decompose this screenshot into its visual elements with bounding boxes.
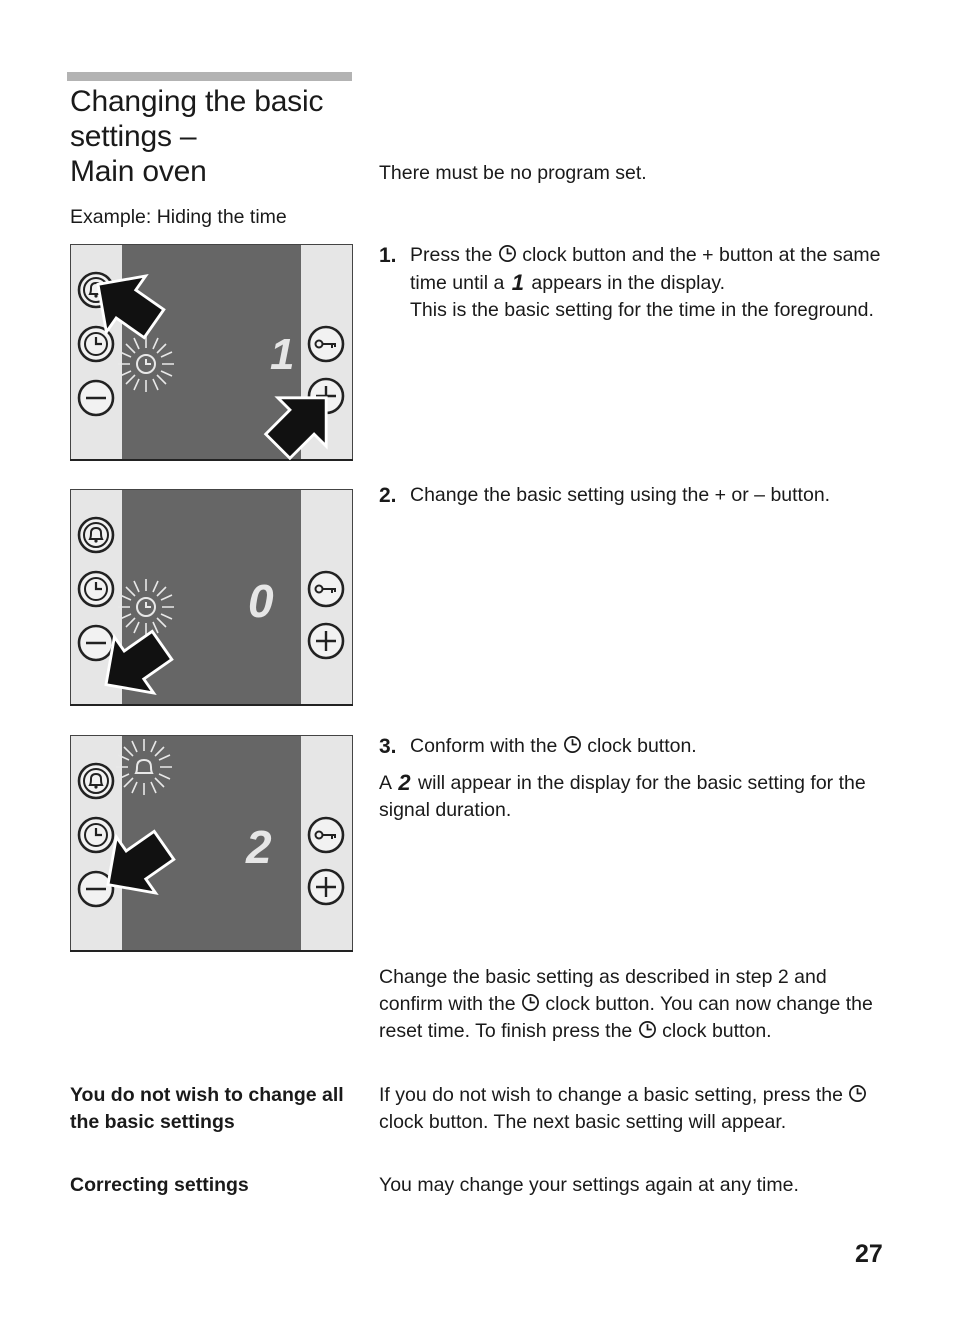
page-number: 27	[855, 1240, 883, 1268]
after-text-c: clock button.	[662, 1020, 772, 1042]
bell-button-icon	[79, 518, 113, 552]
clock-icon	[848, 1084, 867, 1103]
step-1-text-c: appears in the display.	[531, 272, 726, 294]
section-label-correcting: Correcting settings	[70, 1174, 249, 1196]
title-line-1: Changing the basic	[70, 85, 324, 118]
bell-button-icon	[79, 764, 113, 798]
step-1-text-d: This is the basic setting for the time in the foreground.	[410, 299, 874, 321]
step-3-text-a: Conform with the	[410, 735, 558, 757]
section-text-no-change	[379, 1082, 889, 1136]
after-text-b: clock button. You can now change the reset time. To finish press the	[379, 993, 873, 1042]
clock-icon	[521, 993, 540, 1012]
display-digit-0: 0	[248, 575, 274, 627]
plus-button-icon	[309, 624, 343, 658]
plus-button-icon	[309, 870, 343, 904]
step-2-text: Change the basic setting using the + or – button.	[410, 484, 831, 506]
panel-3-illustration	[70, 735, 353, 953]
key-button-icon	[309, 327, 343, 361]
step-1	[379, 242, 889, 324]
clock-icon	[498, 244, 517, 263]
section-label-no-change: You do not wish to change all the basic settings	[70, 1084, 344, 1133]
page-title	[70, 84, 360, 189]
panel-2-illustration	[70, 489, 353, 707]
step-2	[379, 482, 889, 509]
no-change-text-b: clock button. The next basic setting will appear.	[379, 1111, 787, 1133]
step-3-text-b: clock button.	[587, 735, 697, 757]
step-1-body	[410, 242, 889, 324]
no-change-text-a: If you do not wish to change a basic setting, press the	[379, 1084, 843, 1106]
panel-1-illustration	[70, 244, 353, 462]
display-digit-2: 2	[246, 821, 272, 873]
display-glyph-1: 1	[511, 270, 524, 295]
clock-button-icon	[79, 818, 113, 852]
step-3-extra-a: A	[379, 772, 391, 794]
step-2-number: 2.	[379, 484, 397, 507]
intro-text: There must be no program set.	[379, 162, 647, 184]
control-panel-1	[70, 244, 353, 462]
after-steps-paragraph	[379, 964, 889, 1045]
title-line-3: Main oven	[70, 155, 207, 188]
minus-button-icon	[79, 381, 113, 415]
step-1-text-a: Press the	[410, 244, 493, 266]
after-text-a: Change the basic setting as described in step 2 and confirm with the	[379, 966, 827, 1015]
step-3	[379, 733, 889, 824]
clock-icon	[563, 735, 582, 754]
example-caption: Example: Hiding the time	[70, 206, 287, 228]
minus-button-icon	[79, 626, 113, 660]
step-1-text-b: clock button and the + button at the same time until a	[410, 244, 881, 294]
control-panel-2	[70, 489, 353, 707]
clock-button-icon	[79, 572, 113, 606]
step-3-extra	[379, 769, 889, 824]
section-text-correcting: You may change your settings again at any time.	[379, 1174, 799, 1196]
step-3-number: 3.	[379, 735, 397, 758]
display-digit-1: 1	[270, 330, 295, 379]
step-3-body	[410, 733, 889, 760]
step-3-extra-b: will appear in the display for the basic setting for the signal duration.	[379, 772, 866, 821]
clock-icon	[638, 1020, 657, 1039]
key-button-icon	[309, 572, 343, 606]
section-rule	[67, 72, 352, 81]
control-panel-3	[70, 735, 353, 953]
step-1-number: 1.	[379, 244, 397, 267]
display-glyph-2: 2	[398, 770, 411, 795]
title-line-2: settings –	[70, 120, 197, 153]
key-button-icon	[309, 818, 343, 852]
